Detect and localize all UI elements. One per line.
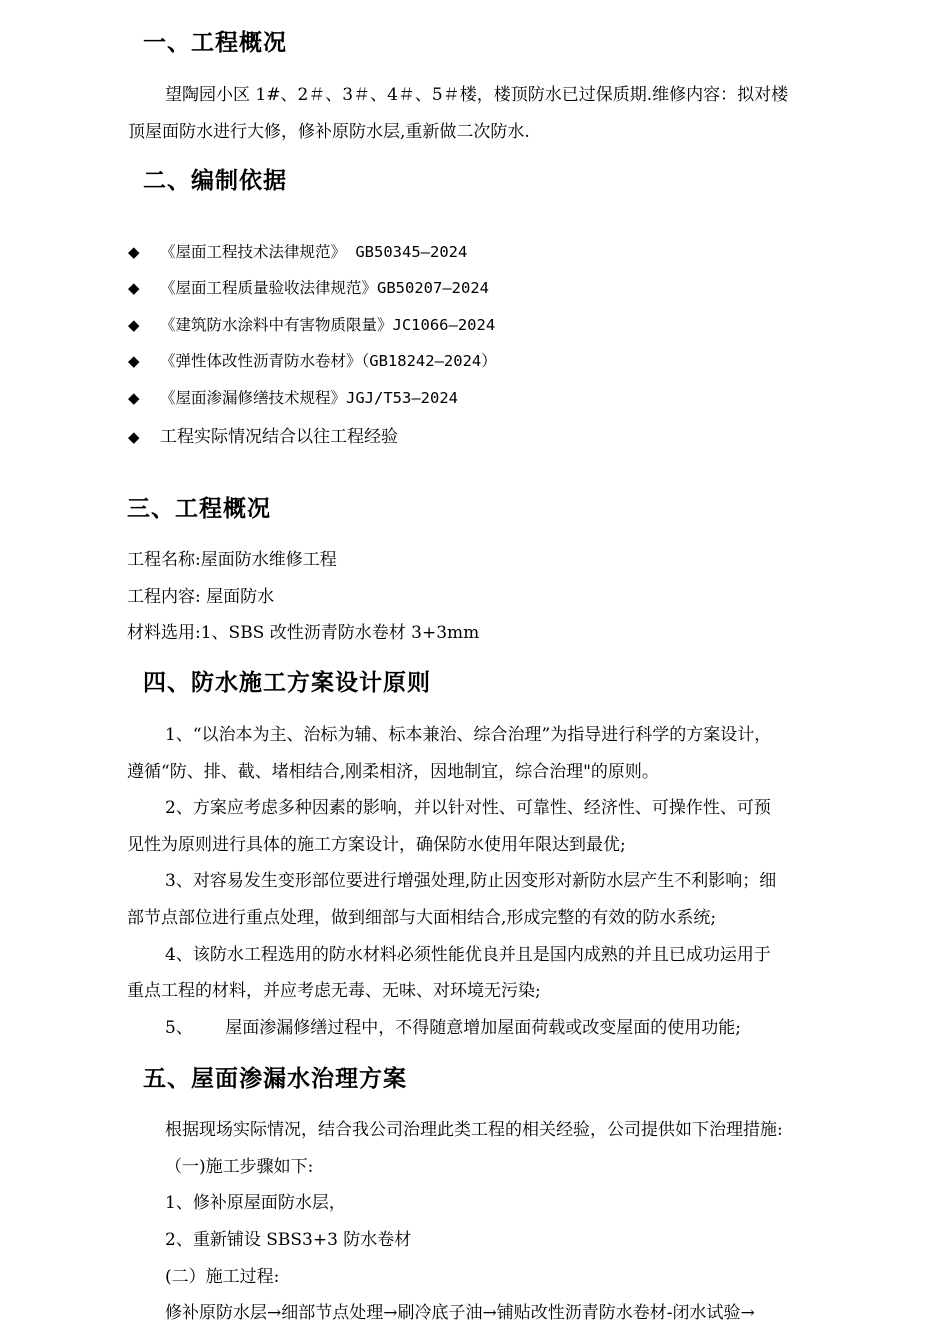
reference-item-text: 《弹性体改性沥青防水卷材》（GB18242—2024） <box>160 352 497 370</box>
diamond-bullet-icon: ◆ <box>128 389 140 407</box>
reference-item <box>128 422 398 447</box>
reference-item <box>128 313 495 335</box>
principle-3-line-2: 部节点部位进行重点处理，做到细部与大面相结合,形成完整的有效的防水系统; <box>127 908 717 928</box>
principle-5: 5、 屋面渗漏修缮过程中，不得随意增加屋面荷载或改变屋面的使用功能; <box>165 1018 741 1038</box>
section-1-line-1: 望陶园小区 1#、2＃、3＃、4＃、5＃楼，楼顶防水已过保质期.维修内容：拟对楼 <box>165 85 789 105</box>
principle-2-line-2: 见性为原则进行具体的施工方案设计，确保防水使用年限达到最优; <box>127 835 626 855</box>
reference-item <box>128 240 467 262</box>
principle-1-line-2: 遵循“防、排、截、堵相结合,刚柔相济，因地制宜，综合治理"的原则。 <box>127 762 659 782</box>
section-5-title: 五、屋面渗漏水治理方案 <box>143 1066 407 1092</box>
reference-item-text: 《屋面工程技术法律规范》 GB50345—2024 <box>160 243 468 261</box>
reference-item-text: 《屋面渗漏修缮技术规程》JGJ/T53—2024 <box>160 389 458 407</box>
section-4-title: 四、防水施工方案设计原则 <box>143 670 431 696</box>
process-title: (二）施工过程: <box>165 1267 280 1287</box>
step-1: 1、修补原屋面防水层， <box>165 1193 346 1213</box>
section-2-title: 二、编制依据 <box>143 168 287 194</box>
reference-item <box>128 349 497 371</box>
steps-title: （一)施工步骤如下: <box>165 1157 314 1177</box>
diamond-bullet-icon: ◆ <box>128 279 140 297</box>
reference-item <box>128 276 489 298</box>
process-flow: 修补原防水层→细部节点处理→刷冷底子油→铺贴改性沥青防水卷材-闭水试验→ <box>165 1303 755 1323</box>
diamond-bullet-icon: ◆ <box>128 243 140 261</box>
section-1-title: 一、工程概况 <box>143 30 287 56</box>
principle-1-line-1: 1、“以治本为主、治标为辅、标本兼治、综合治理”为指导进行科学的方案设计， <box>165 725 772 745</box>
diamond-bullet-icon: ◆ <box>128 316 140 334</box>
reference-item-text: 《屋面工程质量验收法律规范》GB50207—2024 <box>160 279 489 297</box>
project-material: 材料选用:1、SBS 改性沥青防水卷材 3+3mm <box>127 623 480 643</box>
principle-2-line-1: 2、方案应考虑多种因素的影响，并以针对性、可靠性、经济性、可操作性、可预 <box>165 798 771 818</box>
principle-3-line-1: 3、对容易发生变形部位要进行增强处理,防止因变形对新防水层产生不利影响；细 <box>165 871 777 891</box>
treatment-intro: 根据现场实际情况，结合我公司治理此类工程的相关经验，公司提供如下治理措施: <box>165 1120 783 1140</box>
diamond-bullet-icon: ◆ <box>128 428 140 446</box>
principle-4-line-2: 重点工程的材料，并应考虑无毒、无味、对环境无污染; <box>127 981 541 1001</box>
diamond-bullet-icon: ◆ <box>128 352 140 370</box>
section-1-line-2: 顶屋面防水进行大修，修补原防水层,重新做二次防水. <box>128 122 530 142</box>
section-3-title: 三、工程概况 <box>127 496 271 522</box>
reference-item <box>128 386 458 408</box>
project-content: 工程内容: 屋面防水 <box>127 587 275 607</box>
reference-item-text: 工程实际情况结合以往工程经验 <box>160 427 398 447</box>
principle-4-line-1: 4、该防水工程选用的防水材料必须性能优良并且是国内成熟的并且已成功运用于 <box>165 945 771 965</box>
step-2: 2、重新铺设 SBS3+3 防水卷材 <box>165 1230 412 1250</box>
reference-item-text: 《建筑防水涂料中有害物质限量》JC1066—2024 <box>160 316 496 334</box>
project-name: 工程名称:屋面防水维修工程 <box>127 550 337 570</box>
